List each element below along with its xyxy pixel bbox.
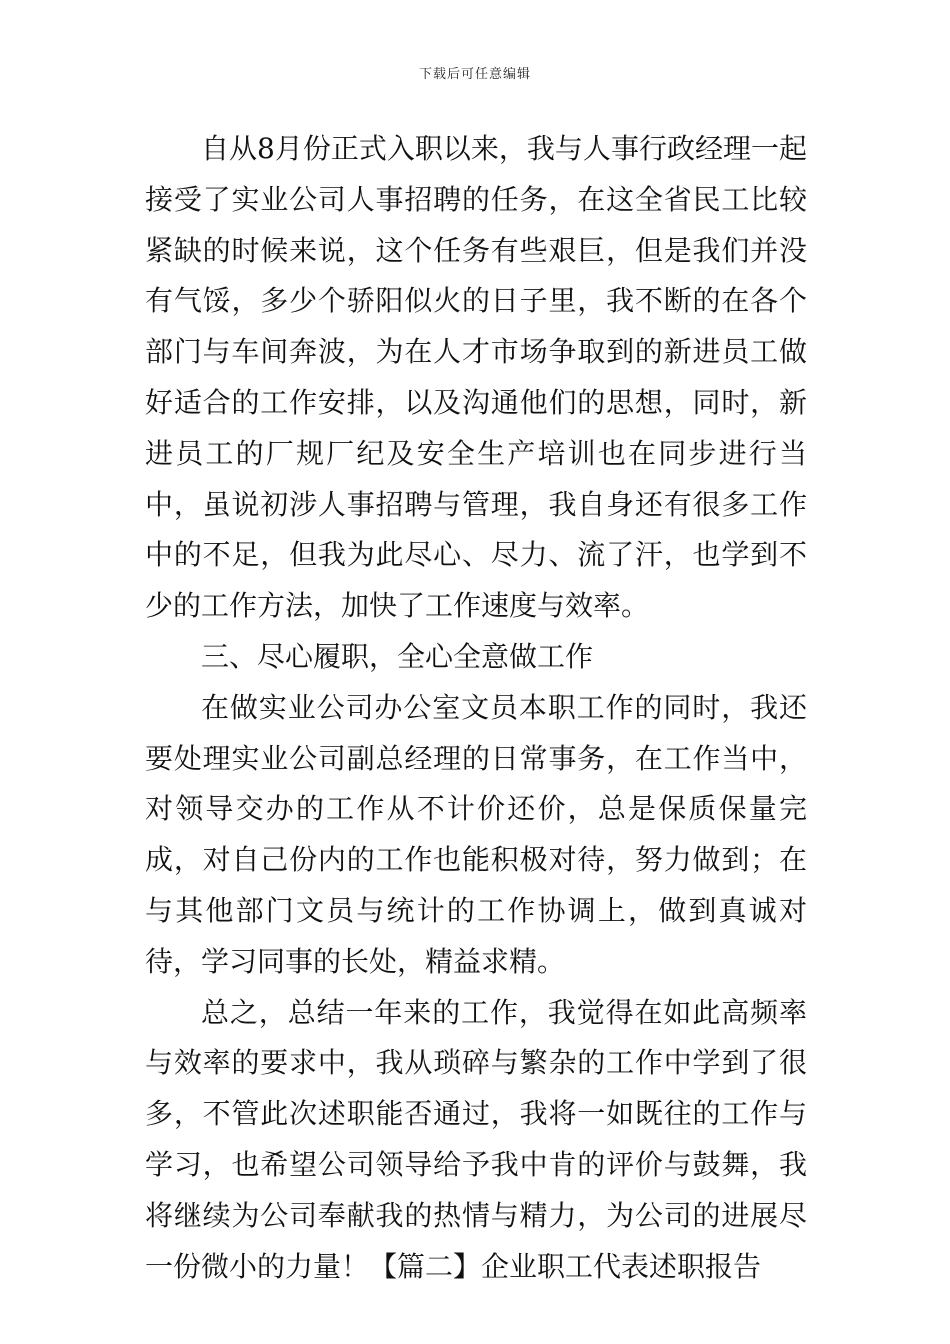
section-heading: 三、尽心履职，全心全意做工作	[201, 639, 594, 673]
paragraph-summary: 总之，总结一年来的工作，我觉得在如此高频率与效率的要求中，我从琐碎与繁杂的工作中学到了很多，不管此次述职能否通过，我将一如既往的工作与学习，也希望公司领导给予我中肯的评价与鼓舞，我将继续为公司奉献我的热情与精力，为公司的进展尽一份微小的力量！【篇二】企业职工代表述职报告	[145, 995, 807, 1283]
page-header: 下载后可任意编辑	[418, 67, 531, 82]
paragraph-recruitment: 自从8月份正式入职以来，我与人事行政经理一起接受了实业公司人事招聘的任务，在这全省民工比较紧缺的时候来说，这个任务有些艰巨，但是我们并没有气馁，多少个骄阳似火的日子里，我不断的在各个部门与车间奔波，为在人才市场争取到的新进员工做好适合的工作安排，以及沟通他们的思想，同时，新进员工的厂规厂纪及安全生产培训也在同步进行当中，虽说初涉人事招聘与管理，我自身还有很多工作中的不足，但我为此尽心、尽力、流了汗，也学到不少的工作方法，加快了工作速度与效率。	[145, 132, 807, 623]
paragraph-office-work: 在做实业公司办公室文员本职工作的同时，我还要处理实业公司副总经理的日常事务，在工作当中，对领导交办的工作从不计价还价，总是保质保量完成，对自己份内的工作也能积极对待，努力做到；在与其他部门文员与统计的工作协调上，做到真诚对待，学习同事的长处，精益求精。	[145, 690, 807, 978]
document-body	[145, 124, 807, 1292]
